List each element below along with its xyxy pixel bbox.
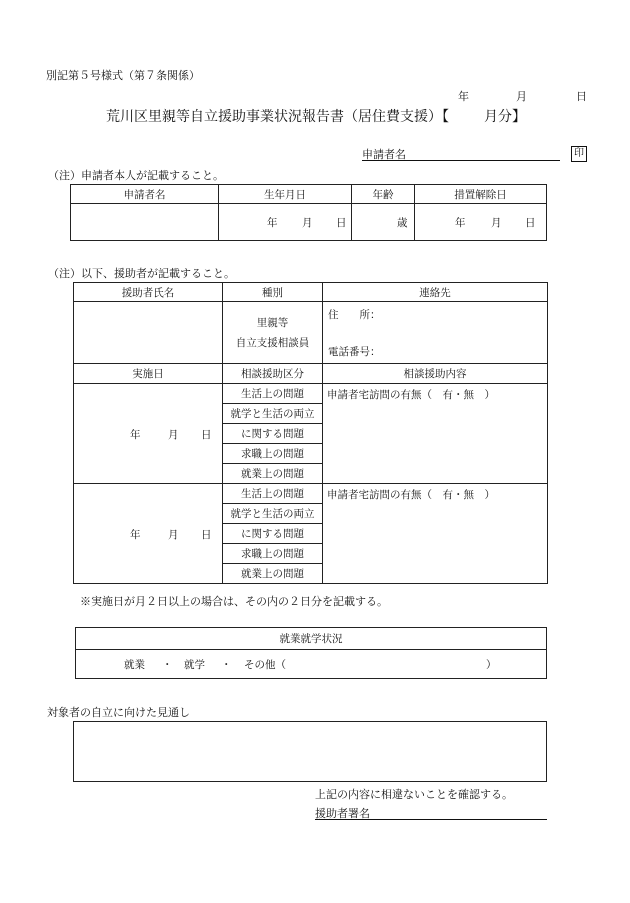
signature-label: 援助者署名	[315, 807, 370, 820]
form-id: 別記第５号様式（第７条関係）	[46, 69, 200, 82]
header-contact: 連絡先	[323, 283, 548, 302]
cell-age[interactable]: 歳	[352, 204, 415, 241]
date-year-label: 年	[458, 90, 469, 103]
option-other-close: ）	[486, 659, 497, 671]
cell-applicant-name[interactable]	[71, 204, 219, 241]
confirm-text: 上記の内容に相違ないことを確認する。	[315, 788, 513, 801]
header-helper-name: 援助者氏名	[74, 283, 223, 302]
cell-date-1[interactable]: 年 月 日	[74, 384, 223, 484]
note-applicant: （注）申請者本人が記載すること。	[48, 169, 224, 182]
applicant-table	[70, 184, 547, 241]
note-helper: （注）以下、援助者が記載すること。	[48, 267, 235, 280]
cell-date-2[interactable]: 年 月 日	[74, 484, 223, 584]
category-2-employment: 就業上の問題	[223, 564, 323, 584]
title-month: 月分】	[484, 109, 526, 125]
cell-content-1[interactable]	[323, 384, 548, 484]
applicant-name-label: 申請者名	[362, 148, 406, 161]
signature-line[interactable]	[315, 805, 547, 820]
category-2-study-b: に関する問題	[223, 524, 323, 544]
category-2-jobseek: 求職上の問題	[223, 544, 323, 564]
category-1-study-a: 就学と生活の両立	[223, 404, 323, 424]
status-title: 就業就学状況	[76, 628, 547, 650]
address-label: 住 所：	[328, 309, 381, 321]
date-month-label: 月	[516, 90, 527, 103]
cell-helper-type: 里親等 自立支援相談員	[223, 302, 323, 364]
outlook-box[interactable]	[73, 721, 547, 782]
category-1-life: 生活上の問題	[223, 384, 323, 404]
header-age: 年齢	[352, 185, 415, 204]
header-implementation-date: 実施日	[74, 364, 223, 384]
status-table	[75, 627, 547, 679]
seal-mark: 印	[571, 146, 587, 162]
header-consult-content: 相談援助内容	[323, 364, 548, 384]
visit-text-1: 申請者宅訪問の有無（ 有・無 ）	[327, 389, 495, 401]
cell-content-2[interactable]	[323, 484, 548, 584]
header-consult-category: 相談援助区分	[223, 364, 323, 384]
applicant-name-line[interactable]	[362, 146, 560, 161]
option-school[interactable]: 就学	[184, 659, 205, 671]
category-1-study-b: に関する問題	[223, 424, 323, 444]
option-separator-2: ・	[221, 659, 232, 671]
option-separator-1: ・	[162, 659, 173, 671]
footnote: ※実施日が月２日以上の場合は、その内の２日分を記載する。	[80, 595, 388, 608]
phone-label: 電話番号：	[328, 346, 381, 358]
cell-release-date[interactable]: 年 月 日	[415, 204, 547, 241]
category-2-study-a: 就学と生活の両立	[223, 504, 323, 524]
category-1-employment: 就業上の問題	[223, 464, 323, 484]
status-options[interactable]	[76, 650, 547, 679]
header-applicant-name: 申請者名	[71, 185, 219, 204]
visit-text-2: 申請者宅訪問の有無（ 有・無 ）	[327, 489, 495, 501]
header-release-date: 措置解除日	[415, 185, 547, 204]
cell-helper-name[interactable]	[74, 302, 223, 364]
option-other[interactable]: その他（	[244, 659, 286, 671]
cell-contact[interactable]	[323, 302, 548, 364]
option-employment[interactable]: 就業	[124, 659, 145, 671]
header-birthdate: 生年月日	[219, 185, 352, 204]
outlook-label: 対象者の自立に向けた見通し	[47, 706, 190, 719]
category-2-life: 生活上の問題	[223, 484, 323, 504]
cell-birthdate[interactable]: 年 月 日	[219, 204, 352, 241]
date-day-label: 日	[576, 90, 587, 103]
assistance-table	[73, 282, 548, 584]
header-type: 種別	[223, 283, 323, 302]
category-1-jobseek: 求職上の問題	[223, 444, 323, 464]
page-title: 荒川区里親等自立援助事業状況報告書（居住費支援）【	[106, 109, 449, 125]
